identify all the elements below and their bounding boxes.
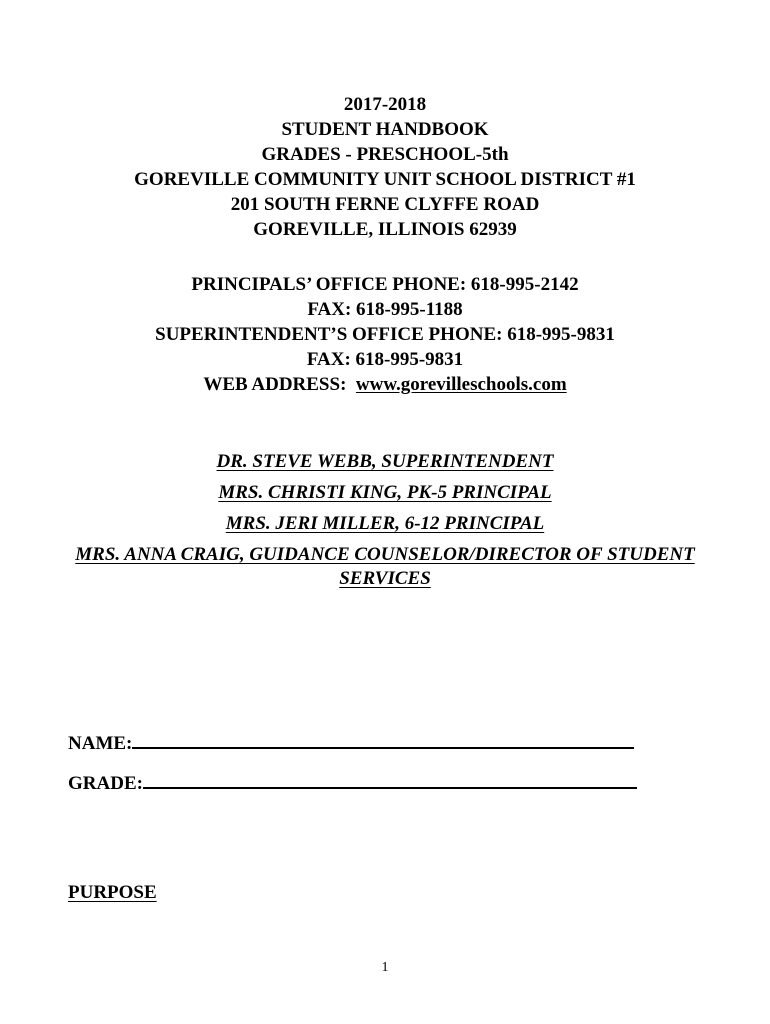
purpose-heading: PURPOSE <box>68 882 157 903</box>
grade-range: GRADES - PRESCHOOL-5th <box>261 144 509 165</box>
name-label: NAME: <box>68 733 133 754</box>
city-state-zip: GOREVILLE, ILLINOIS 62939 <box>253 219 517 240</box>
name-field[interactable] <box>68 732 634 756</box>
staff-612-principal: MRS. JERI MILLER, 6-12 PRINCIPAL <box>225 513 545 534</box>
street-address: 201 SOUTH FERNE CLYFFE ROAD <box>230 194 540 215</box>
staff-pk5-principal: MRS. CHRISTI KING, PK-5 PRINCIPAL <box>218 482 552 503</box>
principal-phone: PRINCIPALS’ OFFICE PHONE: 618-995-2142 <box>191 274 579 295</box>
page-number: 1 <box>381 960 389 975</box>
staff-superintendent: DR. STEVE WEBB, SUPERINTENDENT <box>216 451 554 472</box>
staff-guidance-counselor: MRS. ANNA CRAIG, GUIDANCE COUNSELOR/DIRECTOR OF STUDENT SERVICES <box>75 544 695 589</box>
school-year: 2017-2018 <box>343 94 427 115</box>
staff-list <box>60 446 710 591</box>
web-address-link[interactable]: www.gorevilleschools.com <box>355 374 567 395</box>
principal-fax: FAX: 618-995-1188 <box>307 299 463 320</box>
district-name: GOREVILLE COMMUNITY UNIT SCHOOL DISTRICT #1 <box>134 169 636 190</box>
grade-blank-line[interactable] <box>143 773 637 789</box>
contact-info <box>0 272 770 397</box>
handbook-header <box>0 92 770 242</box>
superintendent-fax: FAX: 618-995-9831 <box>306 349 464 370</box>
web-address-line <box>0 372 770 397</box>
superintendent-phone: SUPERINTENDENT’S OFFICE PHONE: 618-995-9831 <box>155 324 615 345</box>
web-address-label: WEB ADDRESS: <box>203 374 347 395</box>
grade-field[interactable] <box>68 772 637 796</box>
name-blank-line[interactable] <box>132 733 634 749</box>
handbook-title: STUDENT HANDBOOK <box>281 119 489 140</box>
grade-label: GRADE: <box>68 773 143 794</box>
